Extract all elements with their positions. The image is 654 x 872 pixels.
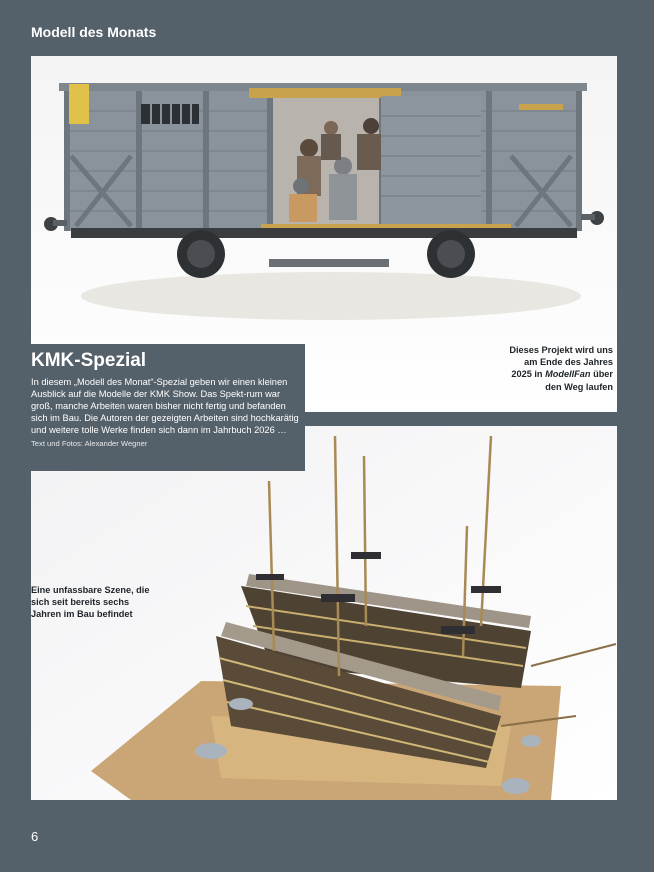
wagon-caption-text: Dieses Projekt wird uns am Ende des Jahres 2025 in [509, 345, 613, 380]
page-number: 6 [31, 829, 39, 844]
article-intro [31, 344, 305, 471]
magazine-name: ModellFan [545, 369, 591, 380]
wagon-caption [505, 344, 613, 393]
article-title: KMK-Spezial [31, 350, 147, 371]
ship-caption: Eine unfassbare Szene, die sich seit bereits sechs Jahren im Bau befindet [31, 585, 150, 620]
wagon-caption-end: über den Weg laufen [545, 369, 613, 392]
article-lead: In diesem „Modell des Monat“-Spezial geben wir einen kleinen Ausblick auf die Modelle der KMK Show. Das Spekt-rum war groß, manche Arbeiten waren bisher nicht fertig und befanden sich im Bau. Die Autoren der gezeigten Arbeiten sind hochkarätig und weitere tolle Werke finden sich dann im Jahrbuch 2026 … [31, 377, 299, 435]
section-header: Modell des Monats [31, 24, 157, 40]
article-credit: Text und Fotos: Alexander Wegner [31, 439, 148, 448]
